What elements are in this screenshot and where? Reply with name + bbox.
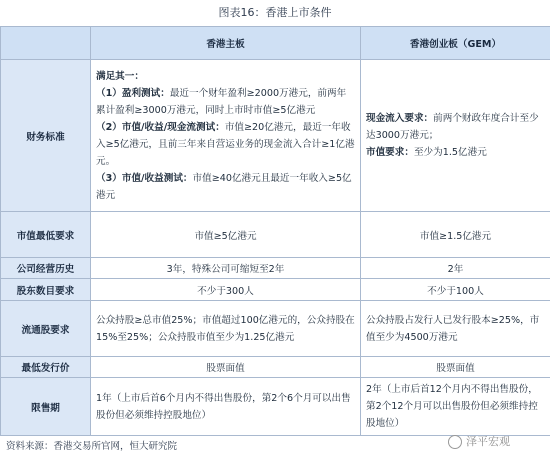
row-history [1,258,550,279]
finance-test-2: （2）市值/收益/现金流测试：市值≥20亿港元，最近一年收入≥5亿港元，且前三年来自营运业务的现金流入合计≥1亿港元。 [96,121,355,167]
row-label-float: 流通股要求 [1,301,91,357]
row-float [1,301,550,357]
wechat-icon [448,435,462,449]
finance-test-3: （3）市值/收益测试：市值≥40亿港元且最近一年收入≥5亿港元 [96,172,352,201]
row-label-holders: 股东数目要求 [1,279,91,301]
gem-marketcap: 市值要求：至少为1.5亿港元 [366,147,487,158]
finance-intro: 满足其一： [96,70,144,82]
row-label-mincap: 市值最低要求 [1,212,91,258]
cell-holders-main: 不少于300人 [91,279,361,301]
cell-mincap-gem: 市值≥1.5亿港元 [361,212,550,258]
cell-finance-gem [361,60,550,212]
cell-lockup-main: 1年（上市后首6个月内不得出售股份，第2个6个月可以出售股份但必须维持控股地位） [91,378,361,436]
cell-lockup-gem: 2年（上市后首12个月内不得出售股份，第2个12个月可以出售股份但必须维持控股地位） [361,378,550,436]
header-empty [1,27,91,60]
row-label-history: 公司经营历史 [1,258,91,279]
cell-history-gem: 2年 [361,258,550,279]
row-price [1,357,550,378]
gem-cashflow: 现金流入要求：前两个财政年度合计至少达3000万港元； [366,113,539,141]
header-main-board: 香港主板 [91,27,361,60]
cell-finance-main [91,60,361,212]
cell-float-main: 公众持股≥总市值25%；市值超过100亿港元的，公众持股在15%至25%；公众持股市值至少为1.25亿港元 [91,301,361,357]
row-label-lockup: 限售期 [1,378,91,436]
figure-title: 图表16：香港上市条件 [218,6,332,19]
cell-float-gem: 公众持股占发行人已发行股本≥25%，市值至少为4500万港元 [361,301,550,357]
row-holders [1,279,550,301]
row-lockup [1,378,550,436]
cell-mincap-main: 市值≥5亿港元 [91,212,361,258]
row-label-price: 最低发行价 [1,357,91,378]
cell-holders-gem: 不少于100人 [361,279,550,301]
cell-price-gem: 股票面值 [361,357,550,378]
cell-price-main: 股票面值 [91,357,361,378]
row-label-finance: 财务标准 [1,60,91,212]
cell-history-main: 3年，特殊公司可缩短至2年 [91,258,361,279]
row-finance [1,60,550,212]
source-note: 资料来源：香港交易所官网，恒大研究院 [6,441,178,452]
header-row [1,27,550,60]
watermark [448,433,510,449]
finance-test-1: （1）盈利测试：最近一个财年盈利≥2000万港元，前两年累计盈利≥3000万港元，同时上市时市值≥5亿港元 [96,87,347,116]
watermark-text: 泽平宏观 [466,435,510,448]
listing-conditions-table [0,26,550,436]
header-gem: 香港创业板（GEM） [361,27,550,60]
row-mincap [1,212,550,258]
